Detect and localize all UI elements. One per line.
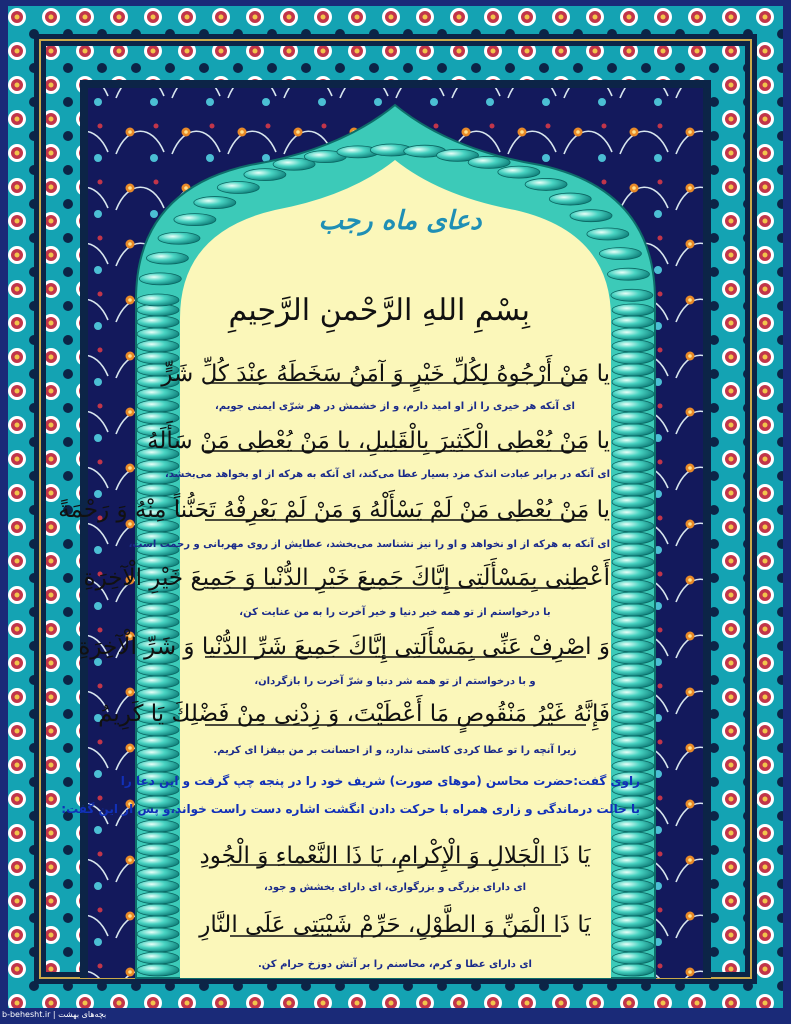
prayer-line-translation: ای آنکه هر خیری را از او امید دارم، و از خشمش در هر شرّی ایمنی جویم، — [215, 401, 575, 412]
site-credit: b-behesht.ir | بچه‌های بهشت — [2, 1010, 107, 1019]
prayer-line-translation: ای آنکه در برابر عبادت اندک مزد بسیار عطا می‌کند، ای آنکه به هرکه از او بخواهد می‌بخشد، — [164, 469, 610, 480]
prayer-line-arabic: فَإِنَّهُ غَیْرُ مَنْقُوصٍ مَا أَعْطَیْتَ، وَ زِدْنِی مِنْ فَضْلِكَ یَا كَرِیمُ — [98, 701, 610, 727]
closing-line-translation: ای دارای عطا و کرم، محاسنم را بر آتش دوزخ حرام کن. — [257, 959, 532, 970]
prayer-line-arabic: یا مَنْ یُعْطِی الْكَثِیرَ بِالْقَلِیلِ، یا مَنْ یُعْطِی مَنْ سَأَلَهُ — [147, 428, 610, 454]
narration-text: با حالت درماندگی و زاری همراه با حرکت دادن انگشت اشاره دست راست خواند،و پس از این گفت: — [61, 802, 640, 816]
prayer-line-arabic: یا مَنْ أَرْجُوهُ لِكُلِّ خَیْرٍ وَ آمَنُ سَخَطَهُ عِنْدَ كُلِّ شَرٍّ — [161, 361, 610, 387]
prayer-line-arabic: یا مَنْ یُعْطِی مَنْ لَمْ یَسْأَلْهُ وَ مَنْ لَمْ یَعْرِفْهُ تَحَنُّناً مِنْهُ وَ رَحْمَةً — [58, 497, 610, 523]
prayer-line-arabic: أَعْطِنِی بِمَسْأَلَتِی إِیَّاكَ جَمِیعَ خَیْرِ الدُّنْیا وَ جَمِیعَ خَیْرِ الْآخِرَةِ — [83, 565, 610, 591]
narration-text: راوی گفت:حضرت محاسن (موهای صورت) شریف خود را در پنجه چپ گرفت و این دعا را — [120, 774, 640, 788]
basmala-calligraphy: بِسْمِ اللهِ الرَّحْمنِ الرَّحِیمِ — [228, 293, 530, 328]
prayer-line-translation: و با درخواستم از تو همه شر دنیا و شرّ آخرت را بازگردان، — [254, 676, 536, 687]
prayer-line-arabic: وَ اصْرِفْ عَنِّی بِمَسْأَلَتِی إِیَّاكَ جَمِیعَ شَرِّ الدُّنْیا وَ شَرِّ الْآخِرَةِ — [78, 634, 610, 660]
closing-line-translation: ای دارای بزرگی و بزرگواری، ای دارای بخشش و جود، — [263, 882, 527, 893]
prayer-line-translation: ای آنکه به هرکه از او نخواهد و او را نیز نشناسد می‌بخشد، عطایش از روی مهربانی و رحمت است، — [128, 539, 610, 550]
page-title: دعای ماه رجب — [318, 206, 482, 236]
prayer-line-translation: زیرا آنچه را تو عطا کردی کاستی ندارد، و از احسانت بر من بیفزا ای کریم. — [213, 745, 577, 756]
closing-line-arabic: یَا ذَا الْجَلالِ وَ الْإِكْرامِ، یَا ذَا النَّعْماءِ وَ الْجُودِ — [199, 843, 591, 869]
closing-line-arabic: یَا ذَا الْمَنِّ وَ الطَّوْلِ، حَرِّمْ شَیْبَتِی عَلَى النَّارِ — [199, 912, 591, 938]
prayer-line-translation: با درخواستم از تو همه خیر دنیا و خیر آخرت را به من عنایت کن، — [239, 607, 551, 618]
